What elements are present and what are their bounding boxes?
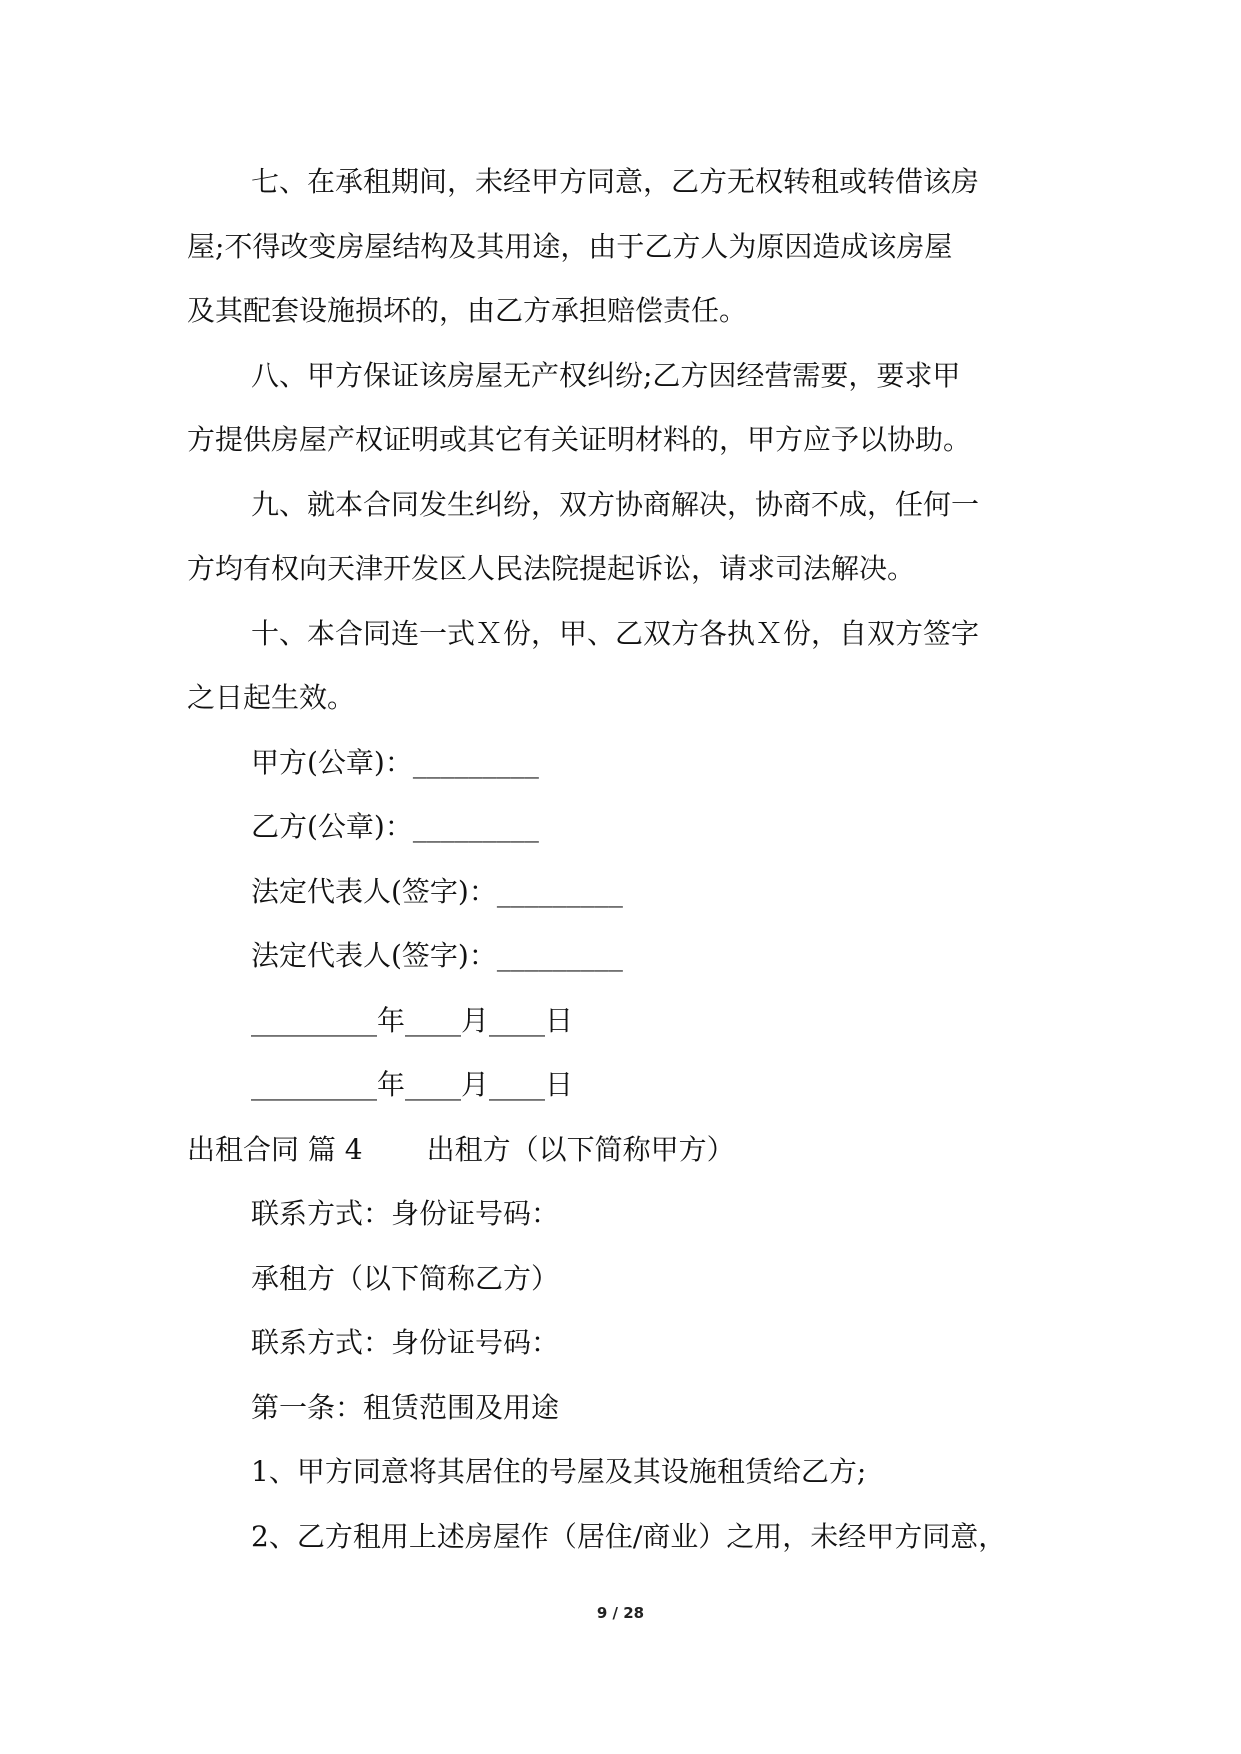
paragraph-line: 九、就本合同发生纠纷，双方协商解决，协商不成，任何一 [251,487,980,521]
paragraph-line: 方提供房屋产权证明或其它有关证明材料的，甲方应予以协助。 [187,423,972,456]
page-number: 9 / 28 [596,1604,645,1622]
paragraph-line: 十、本合同连一式Ｘ份，甲、乙双方各执Ｘ份，自双方签字 [251,616,980,650]
paragraph-line: 八、甲方保证该房屋无产权纠纷;乙方因经营需要，要求甲 [251,358,961,392]
paragraph-line: 之日起生效。 [187,681,356,714]
section-subtitle: 出租方（以下简称甲方） [426,1132,735,1166]
signature-line-party-a: 甲方(公章)：_________ [251,745,539,779]
list-item: 1、甲方同意将其居住的号屋及其设施租赁给乙方; [251,1455,867,1488]
paragraph-line: 联系方式：身份证号码： [251,1197,560,1230]
section-title: 出租合同 篇 4 [187,1132,363,1166]
section-heading [187,1130,1067,1195]
paragraph-line: 联系方式：身份证号码： [251,1326,560,1359]
list-item: 2、乙方租用上述房屋作（居住/商业）之用，未经甲方同意， [251,1519,1007,1553]
paragraph-line: 承租方（以下简称乙方） [251,1261,560,1295]
paragraph-line: 七、在承租期间，未经甲方同意，乙方无权转租或转借该房 [251,165,980,198]
paragraph-line: 屋;不得改变房屋结构及其用途，由于乙方人为原因造成该房屋 [187,229,953,263]
paragraph-line: 及其配套设施损坏的，由乙方承担赔偿责任。 [187,294,748,327]
signature-line-party-b: 乙方(公章)：_________ [251,810,539,843]
paragraph-line: 方均有权向天津开发区人民法院提起诉讼，请求司法解决。 [187,552,916,585]
document-body [187,162,1067,1581]
article-heading: 第一条：租赁范围及用途 [251,1390,560,1424]
date-line: _________年____月____日 [251,1003,574,1037]
signature-line-representative: 法定代表人(签字)：_________ [251,939,623,972]
date-line: _________年____月____日 [251,1068,574,1101]
signature-line-representative: 法定代表人(签字)：_________ [251,874,623,908]
